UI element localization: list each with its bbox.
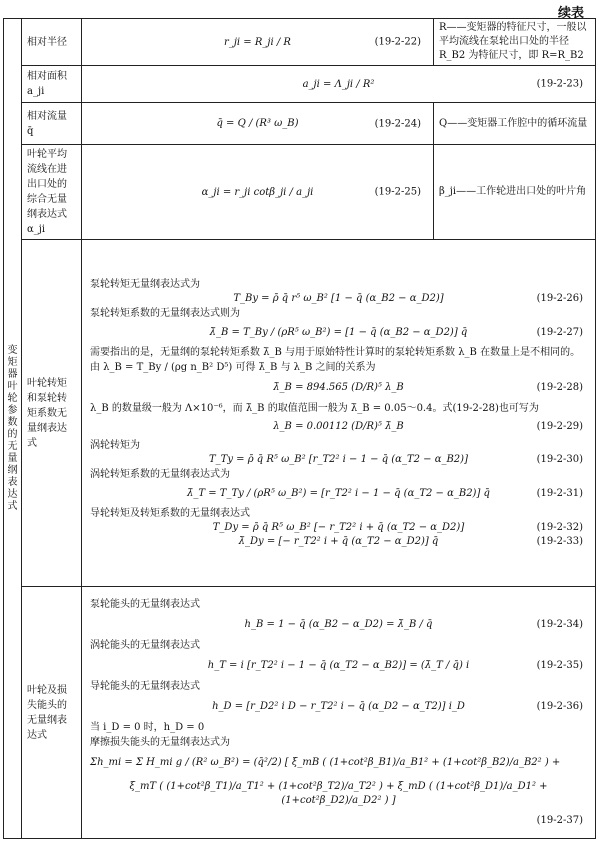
section-label-char: 参 bbox=[7, 404, 18, 416]
formula-table bbox=[3, 18, 596, 839]
section-label-char: 无 bbox=[7, 440, 18, 452]
formula-relative-flow: q̄ = Q / (R³ ω_B) bbox=[216, 118, 299, 129]
formula-19-2-26: T_By = ρ̄ q̄ r⁵ ω_B² [1 − q̄ (α_B2 − α_D2)] (19-2-26) bbox=[233, 293, 583, 304]
text-pump-torque: 泵轮转矩无量纲表达式为 bbox=[90, 279, 200, 290]
torque-content bbox=[82, 240, 596, 587]
row-label-head: 叶轮及损失能头的无量纲表达式 bbox=[22, 587, 82, 839]
equation-number: (19-2-33) bbox=[536, 536, 583, 547]
formula-relative-radius: r_ji = R_ji / R bbox=[224, 36, 291, 48]
formula-19-2-35: h_T = i [r_T2² i − 1 − q̄ (α_T2 − α_B2)] = (λ̄_T / q̄) i (19-2-35) bbox=[207, 660, 583, 671]
equation-number: (19-2-30) bbox=[536, 454, 583, 465]
section-label-char: 变 bbox=[7, 344, 18, 356]
equation-number: (19-2-27) bbox=[536, 327, 583, 338]
section-label-char: 纲 bbox=[7, 464, 18, 476]
text-turbine-torque: 涡轮转矩为 bbox=[90, 440, 140, 451]
section-label-char: 的 bbox=[7, 428, 18, 440]
formula-19-2-33: λ̄_Dy = [− r_T2² i + q̄ (α_T2 − α_D2)] q̄ (19-2-33) bbox=[238, 536, 583, 547]
row-label-relative-radius: 相对半径 bbox=[22, 19, 82, 66]
row-label-torque: 叶轮转矩和泵轮转矩系数无量纲表达式 bbox=[22, 240, 82, 587]
formula-19-2-27: λ̄_B = T_By / (ρR⁵ ω_B²) = [1 − q̄ (α_B2 − α_D2)] q̄ (19-2-27) bbox=[209, 327, 583, 338]
formula-cell-composite bbox=[82, 145, 434, 240]
equation-number: (19-2-25) bbox=[374, 186, 421, 198]
note-relative-flow: Q——变矩器工作腔中的循环流量 bbox=[434, 103, 596, 145]
note-blade-angle: β_ji——工作轮进出口处的叶片角 bbox=[434, 145, 596, 240]
equation-number: (19-2-28) bbox=[536, 382, 583, 393]
section-label-char: 式 bbox=[7, 500, 18, 512]
equation-number: (19-2-37) bbox=[536, 815, 583, 826]
row-label-relative-flow: 相对流量 q̄ bbox=[22, 103, 82, 145]
text-magnitude: λ_B 的数量级一般为 Λ×10⁻⁶，而 λ̄_B 的取值范围一般为 λ̄_B = 0.05～0.4。式(19-2-28)也可写为 bbox=[90, 403, 539, 414]
section-label-char: 量 bbox=[7, 452, 18, 464]
continued-label: 续表 bbox=[557, 6, 584, 21]
equation-number: (19-2-36) bbox=[536, 701, 583, 712]
equation-number: (19-2-22) bbox=[374, 36, 421, 48]
formula-relative-area: a_ji = Λ_ji / R² bbox=[302, 78, 375, 90]
equation-number: (19-2-34) bbox=[536, 619, 583, 630]
formula-cell-relative-radius bbox=[82, 19, 434, 66]
equation-number: (19-2-23) bbox=[536, 78, 583, 90]
note-relative-radius: R——变矩器的特征尺寸，一般以平均流线在泵轮出口处的半径 R_B2 为特征尺寸，即 R=R_B2 bbox=[434, 19, 596, 66]
text-stator: 导轮转矩及转矩系数的无量纲表达式 bbox=[90, 508, 250, 519]
formula-cell-relative-flow bbox=[82, 103, 434, 145]
equation-number: (19-2-24) bbox=[374, 118, 421, 129]
equation-number: (19-2-29) bbox=[536, 421, 583, 432]
text-pump-coef: 泵轮转矩系数的无量纲表达式则为 bbox=[90, 308, 240, 319]
section-label-char: 数 bbox=[7, 416, 18, 428]
text-turbine-coef: 涡轮转矩系数的无量纲表达式为 bbox=[90, 469, 230, 480]
formula-19-2-37-line2: ξ_mT ( (1+cot²β_T1)/a_T1² + (1+cot²β_T2)/a_T2² ) + ξ_mD ( (1+cot²β_D1)/a_D1² + (1+cot²β_D2)/a_D2² ) ] bbox=[129, 781, 548, 806]
text-friction: 摩擦损失能头的无量纲表达式为 bbox=[90, 737, 230, 748]
row-label-composite-expression: 叶轮平均流线在进出口处的综合无量纲表达式 α_ji bbox=[22, 145, 82, 240]
equation-number: (19-2-26) bbox=[536, 293, 583, 304]
equation-number: (19-2-32) bbox=[536, 522, 583, 533]
formula-19-2-34: h_B = 1 − q̄ (α_B2 − α_D2) = λ̄_B / q̄ (19-2-34) bbox=[244, 619, 583, 630]
section-label-char: 矩 bbox=[7, 356, 18, 368]
formula-19-2-28: λ̄_B = 894.565 (D/R)⁵ λ_B (19-2-28) bbox=[273, 382, 583, 393]
text-turbine-head: 涡轮能头的无量纲表达式 bbox=[90, 640, 200, 651]
equation-number: (19-2-31) bbox=[536, 488, 583, 499]
section-label-char: 轮 bbox=[7, 392, 18, 404]
section-label-char: 表 bbox=[7, 476, 18, 488]
text-note-coef: 需要指出的是，无量纲的泵轮转矩系数 λ̄_B 与用于原始特性计算时的泵轮转矩系数 λ_B 在数量上是不相同的。由 λ_B = T_By / (ρg n_B² D⁵) 可得 λ̄_B 与 λ_B 之间的关系为 bbox=[90, 347, 581, 373]
text-pump-head: 泵轮能头的无量纲表达式 bbox=[90, 599, 200, 610]
section-label bbox=[4, 19, 22, 839]
equation-number: (19-2-35) bbox=[536, 660, 583, 671]
formula-cell-relative-area bbox=[82, 66, 596, 103]
row-label-relative-area: 相对面积 a_ji bbox=[22, 66, 82, 103]
formula-19-2-36: h_D = [r_D2² i D − r_T2² i − q̄ (α_D2 − α_T2)] i_D (19-2-36) bbox=[212, 701, 583, 712]
text-id-zero: 当 i_D = 0 时，h_D = 0 bbox=[90, 722, 205, 733]
formula-19-2-31: λ̄_T = T_Ty / (ρR⁵ ω_B²) = [r_T2² i − 1 − q̄ (α_T2 − α_B2)] q̄ (19-2-31) bbox=[187, 488, 583, 499]
section-label-char: 达 bbox=[7, 488, 18, 500]
formula-19-2-30: T_Ty = ρ̄ q̄ R⁵ ω_B² [r_T2² i − 1 − q̄ (α_T2 − α_B2)] (19-2-30) bbox=[209, 454, 583, 465]
section-label-char: 叶 bbox=[7, 380, 18, 392]
formula-19-2-37-line1: Σh_mi = Σ H_mi g / (R² ω_B²) = (q̄²/2) [ ξ_mB ( (1+cot²β_B1)/a_B1² + (1+cot²β_B2)/a_B2² ) + bbox=[90, 757, 561, 768]
head-content bbox=[82, 587, 596, 839]
formula-19-2-37-number-row bbox=[90, 814, 587, 828]
section-label-char: 器 bbox=[7, 368, 18, 380]
formula-composite: α_ji = r_ji cotβ_ji / a_ji bbox=[201, 186, 314, 198]
formula-19-2-32: T_Dy = ρ̄ q̄ R⁵ ω_B² [− r_T2² i + q̄ (α_T2 − α_D2)] (19-2-32) bbox=[212, 522, 583, 533]
formula-19-2-29: λ_B = 0.00112 (D/R)⁵ λ̄_B (19-2-29) bbox=[273, 421, 583, 432]
text-stator-head: 导轮能头的无量纲表达式 bbox=[90, 681, 200, 692]
